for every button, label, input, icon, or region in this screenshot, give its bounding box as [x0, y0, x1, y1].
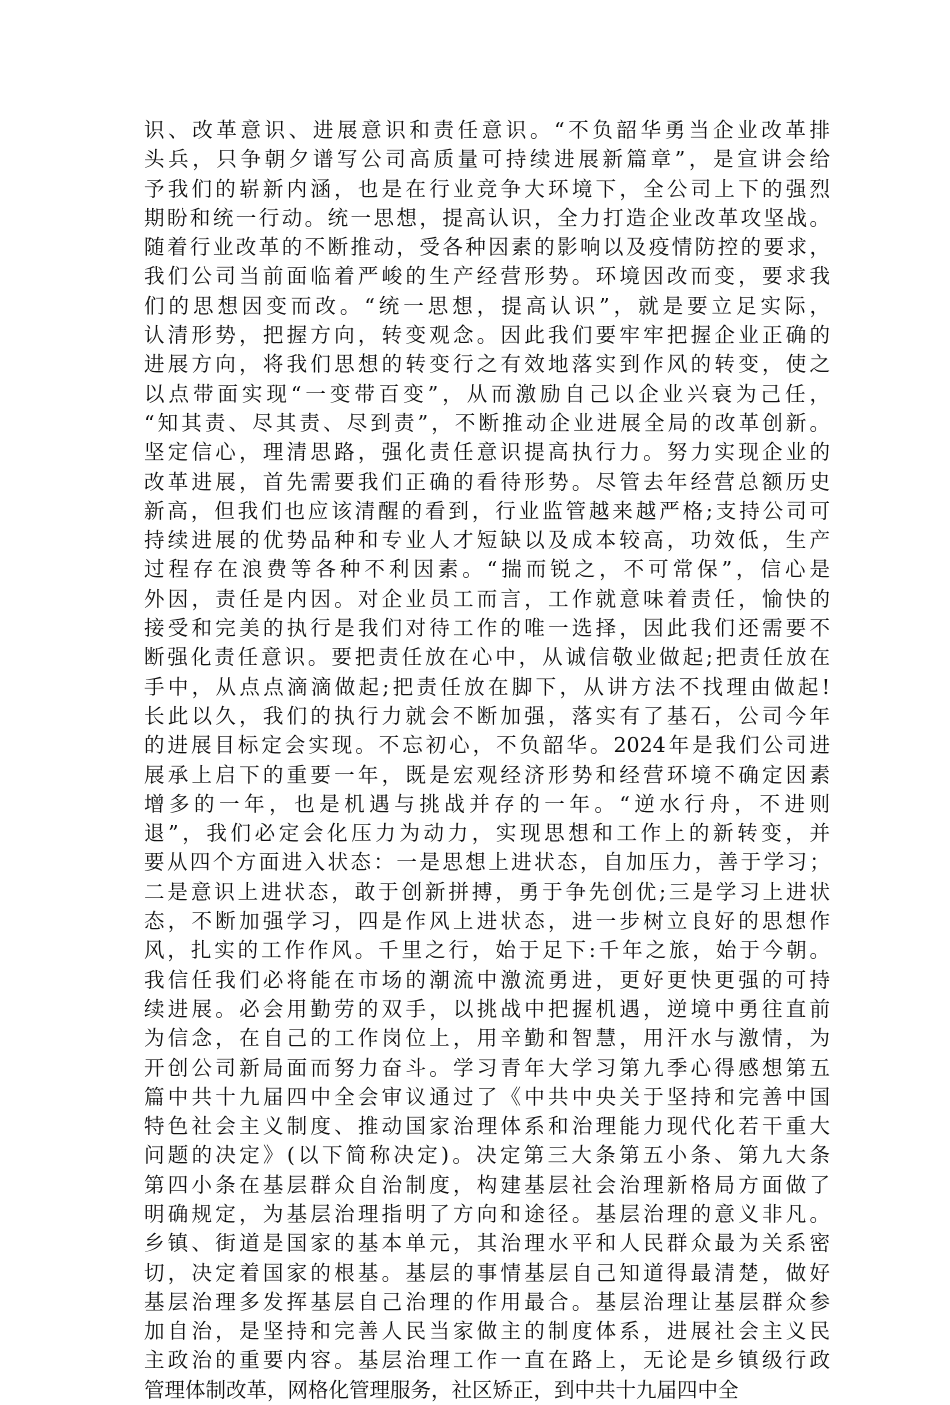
- text-line: 管理体制改革，网格化管理服务，社区矫正，到中共十九届四中全: [144, 1377, 739, 1402]
- text-line: 长此以久，我们的执行力就会不断加强，落实有了基石，公司今年: [144, 703, 830, 728]
- text-line: 持续进展的优势品种和专业人才短缺以及成本较高，功效低，生产: [144, 528, 830, 553]
- text-line: 坚定信心，理清思路，强化责任意识提高执行力。努力实现企业的: [144, 440, 830, 465]
- text-line: 续进展。必会用勤劳的双手，以挑战中把握机遇，逆境中勇往直前: [144, 996, 830, 1021]
- text-line: 头兵，只争朝夕谱写公司高质量可持续进展新篇章”，是宣讲会给: [144, 147, 830, 172]
- text-line: 期盼和统一行动。统一思想，提高认识，全力打造企业改革攻坚战。: [144, 205, 830, 230]
- text-line: 接受和完美的执行是我们对待工作的唯一选择，因此我们还需要不: [144, 616, 830, 641]
- text-line: 外因，责任是内因。对企业员工而言，工作就意味着责任，愉快的: [144, 586, 830, 611]
- text-line: 展承上启下的重要一年，既是宏观经济形势和经营环境不确定因素: [144, 762, 830, 787]
- body-text: [144, 116, 830, 1405]
- text-line: 切，决定着国家的根基。基层的事情基层自己知道得最清楚，做好: [144, 1260, 830, 1285]
- text-line: 予我们的崭新内涵，也是在行业竞争大环境下，全公司上下的强烈: [144, 176, 830, 201]
- text-line: 为信念，在自己的工作岗位上，用辛勤和智慧，用汗水与激情，为: [144, 1026, 830, 1051]
- text-line: 要从四个方面进入状态：一是思想上进状态，自加压力，善于学习；: [144, 850, 830, 875]
- text-line: 增多的一年，也是机遇与挑战并存的一年。“逆水行舟，不进则: [144, 791, 830, 816]
- text-line: 我们公司当前面临着严峻的生产经营形势。环境因改而变，要求我: [144, 264, 830, 289]
- text-line: 第四小条在基层群众自治制度，构建基层社会治理新格局方面做了: [144, 1172, 830, 1197]
- text-line: 篇中共十九届四中全会审议通过了《中共中央关于坚持和完善中国: [144, 1084, 830, 1109]
- text-line: 进展方向，将我们思想的转变行之有效地落实到作风的转变，使之: [144, 352, 830, 377]
- text-line: 二是意识上进状态，敢于创新拼搏，勇于争先创优;三是学习上进状: [144, 879, 830, 904]
- text-line: 们的思想因变而改。“统一思想，提高认识”，就是要立足实际，: [144, 293, 830, 318]
- text-line: “知其责、尽其责、尽到责”，不断推动企业进展全局的改革创新。: [144, 410, 830, 435]
- text-line: 过程存在浪费等各种不利因素。“揣而锐之，不可常保”，信心是: [144, 557, 830, 582]
- text-line: 随着行业改革的不断推动，受各种因素的影响以及疫情防控的要求，: [144, 235, 830, 260]
- text-line: 开创公司新局面而努力奋斗。学习青年大学习第九季心得感想第五: [144, 1055, 830, 1080]
- text-line: 断强化责任意识。要把责任放在心中，从诚信敬业做起;把责任放在: [144, 645, 830, 670]
- text-line: 基层治理多发挥基层自己治理的作用最合。基层治理让基层群众参: [144, 1289, 830, 1314]
- text-line: 特色社会主义制度、推动国家治理体系和治理能力现代化若干重大: [144, 1114, 830, 1139]
- text-line: 乡镇、街道是国家的基本单元，其治理水平和人民群众最为关系密: [144, 1231, 830, 1256]
- text-line: 新高，但我们也应该清醒的看到，行业监管越来越严格;支持公司可: [144, 498, 830, 523]
- text-line: 以点带面实现“一变带百变”，从而激励自己以企业兴衰为己任，: [144, 381, 830, 406]
- text-line: 改革进展，首先需要我们正确的看待形势。尽管去年经营总额历史: [144, 469, 830, 494]
- text-line: 风，扎实的工作作风。千里之行，始于足下:千年之旅，始于今朝。: [144, 938, 830, 963]
- text-line: 问题的决定》(以下简称决定)。决定第三大条第五小条、第九大条: [144, 1143, 830, 1168]
- text-line: 明确规定，为基层治理指明了方向和途径。基层治理的意义非凡。: [144, 1201, 830, 1226]
- text-line: 识、改革意识、进展意识和责任意识。“不负韶华勇当企业改革排: [144, 118, 830, 142]
- text-line: 态，不断加强学习，四是作风上进状态，进一步树立良好的思想作: [144, 909, 830, 934]
- text-line: 我信任我们必将能在市场的潮流中激流勇进，更好更快更强的可持: [144, 967, 830, 992]
- text-line: 手中，从点点滴滴做起;把责任放在脚下，从讲方法不找理由做起!: [144, 674, 830, 699]
- text-line: 的进展目标定会实现。不忘初心，不负韶华。2024年是我们公司进: [144, 733, 830, 758]
- text-line: 认清形势，把握方向，转变观念。因此我们要牢牢把握企业正确的: [144, 323, 830, 348]
- text-line: 退”，我们必定会化压力为动力，实现思想和工作上的新转变，并: [144, 821, 830, 846]
- text-line: 主政治的重要内容。基层治理工作一直在路上，无论是乡镇级行政: [144, 1348, 830, 1373]
- text-line: 加自治，是坚持和完善人民当家做主的制度体系，进展社会主义民: [144, 1319, 830, 1344]
